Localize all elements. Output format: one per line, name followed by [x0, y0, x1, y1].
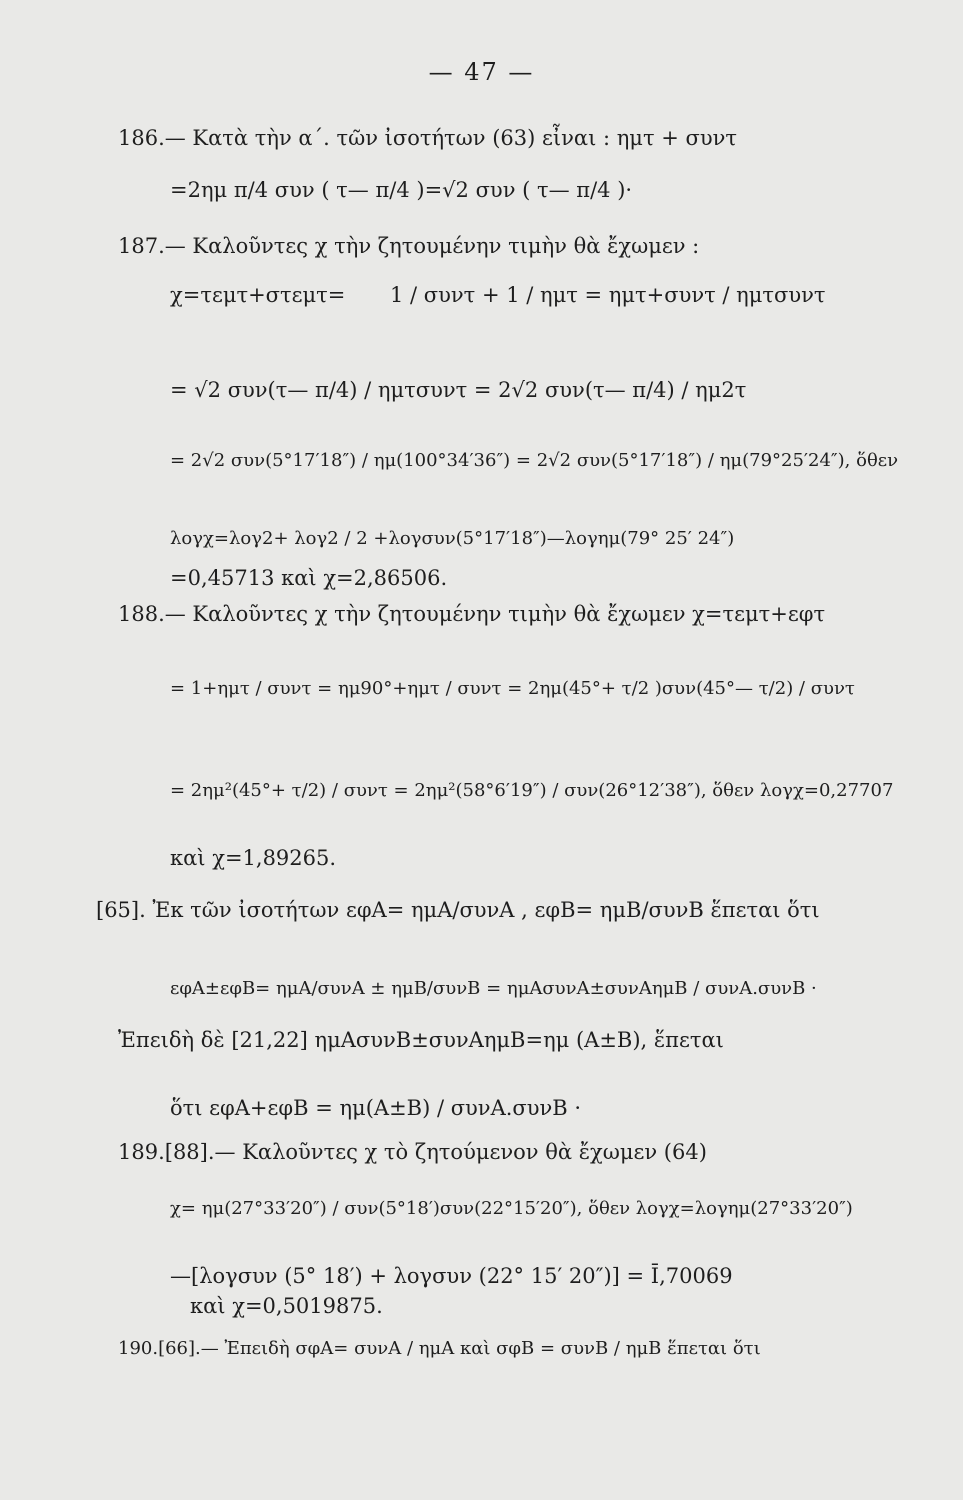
- text-line: καὶ χ=1,89265.: [170, 846, 337, 870]
- formula-line: λογχ=λογ2+ λογ2 / 2 +λογσυν(5°17′18″)—λογημ(79° 25′ 24″): [170, 528, 735, 549]
- formula-line: = 2√2 συν(5°17′18″) / ημ(100°34′36″) = 2√2 συν(5°17′18″) / ημ(79°25′24″), ὅθεν: [170, 450, 899, 471]
- formula-line: =2ημ π/4 συν ( τ— π/4 )=√2 συν ( τ— π/4 )·: [170, 178, 633, 202]
- formula-line: = √2 συν(τ— π/4) / ημτσυντ = 2√2 συν(τ— π/4) / ημ2τ: [170, 378, 747, 402]
- text-line: 190.[66].— Ἐπειδὴ σφΑ= συνΑ / ημΑ καὶ σφΒ = συνΒ / ημΒ ἕπεται ὅτι: [118, 1338, 761, 1359]
- formula-line: 1 / συντ + 1 / ημτ = ημτ+συντ / ημτσυντ: [390, 283, 826, 307]
- formula-line: —[λογσυν (5° 18′) + λογσυν (22° 15′ 20″)] = Ī,70069: [170, 1264, 733, 1288]
- formula-line: χ= ημ(27°33′20″) / συν(5°18′)συν(22°15′20″), ὅθεν λογχ=λογημ(27°33′20″): [170, 1198, 853, 1219]
- text-line: Ἐπειδὴ δὲ [21,22] ημΑσυνΒ±συνΑημΒ=ημ (Α±Β), ἕπεται: [118, 1028, 724, 1052]
- formula-line: χ=τεμτ+στεμτ=: [170, 283, 346, 307]
- formula-line: = 1+ημτ / συντ = ημ90°+ημτ / συντ = 2ημ(45°+ τ/2 )συν(45°— τ/2) / συντ: [170, 678, 855, 699]
- text-line: 187.— Καλοῦντες χ τὴν ζητουμένην τιμὴν θὰ ἔχωμεν :: [118, 234, 700, 258]
- formula-line: ὅτι εφΑ+εφΒ = ημ(Α±Β) / συνΑ.συνΒ ·: [170, 1096, 582, 1120]
- text-line: 188.— Καλοῦντες χ τὴν ζητουμένην τιμὴν θὰ ἔχωμεν χ=τεμτ+εφτ: [118, 602, 826, 626]
- text-line: καὶ χ=0,5019875.: [190, 1294, 383, 1318]
- formula-line: εφΑ±εφΒ= ημΑ/συνΑ ± ημΒ/συνΒ = ημΑσυνΑ±συνΑημΒ / συνΑ.συνΒ ·: [170, 978, 817, 999]
- formula-line: = 2ημ²(45°+ τ/2) / συντ = 2ημ²(58°6′19″) / συν(26°12′38″), ὅθεν λογχ=0,27707: [170, 780, 894, 801]
- text-line: =0,45713 καὶ χ=2,86506.: [170, 566, 448, 590]
- text-line: 189.[88].— Καλοῦντες χ τὸ ζητούμενον θὰ ἔχωμεν (64): [118, 1140, 707, 1164]
- page-number: — 47 —: [428, 58, 535, 86]
- text-line: 186.— Κατὰ τὴν α΄. τῶν ἰσοτήτων (63) εἶναι : ημτ + συντ: [118, 126, 738, 150]
- text-line: [65]. Ἐκ τῶν ἰσοτήτων εφΑ= ημΑ/συνΑ , εφΒ= ημΒ/συνΒ ἕπεται ὅτι: [96, 898, 820, 922]
